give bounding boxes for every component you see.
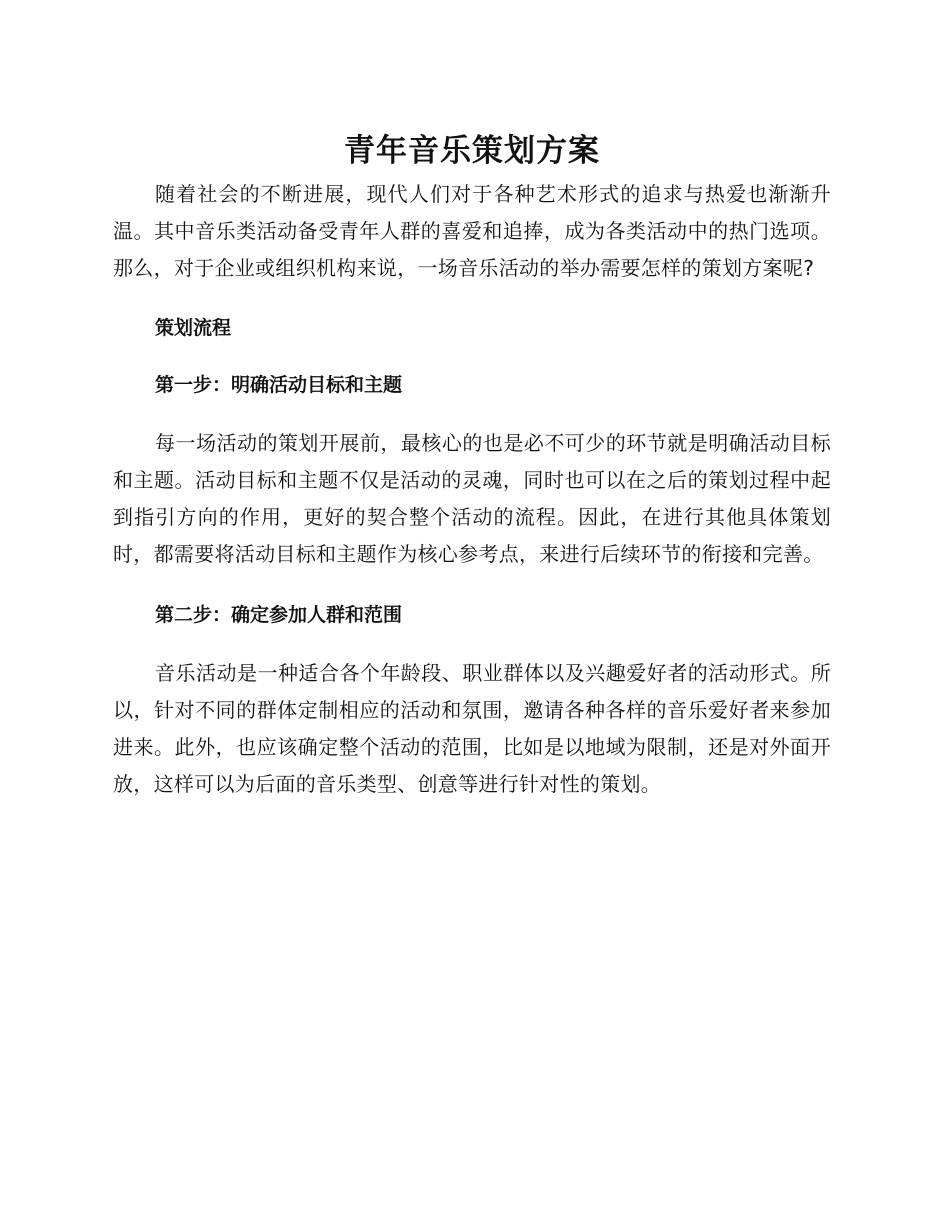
step-1-paragraph: 每一场活动的策划开展前，最核心的也是必不可少的环节就是明确活动目标和主题。活动目标和主题不仅是活动的灵魂，同时也可以在之后的策划过程中起到指引方向的作用，更好的契合整个活动的流程。因此，在进行其他具体策划时，都需要将活动目标和主题作为核心参考点，来进行后续环节的衔接和完善。 <box>113 431 831 566</box>
document-title: 青年音乐策划方案 <box>344 133 600 169</box>
section-heading: 策划流程 <box>155 317 232 339</box>
step-2-paragraph: 音乐活动是一种适合各个年龄段、职业群体以及兴趣爱好者的活动形式。所以，针对不同的群体定制相应的活动和氛围，邀请各种各样的音乐爱好者来参加进来。此外，也应该确定整个活动的范围，比如是以地域为限制，还是对外面开放，这样可以为后面的音乐类型、创意等进行针对性的策划。 <box>113 661 831 796</box>
step-2-heading: 第二步：确定参加人群和范围 <box>155 604 403 626</box>
intro-paragraph: 随着社会的不断进展，现代人们对于各种艺术形式的追求与热爱也渐渐升温。其中音乐类活动备受青年人群的喜爱和追捧，成为各类活动中的热门选项。那么，对于企业或组织机构来说，一场音乐活动的举办需要怎样的策划方案呢? <box>113 182 831 280</box>
document-page <box>113 128 831 803</box>
step-1-heading: 第一步：明确活动目标和主题 <box>155 374 403 396</box>
